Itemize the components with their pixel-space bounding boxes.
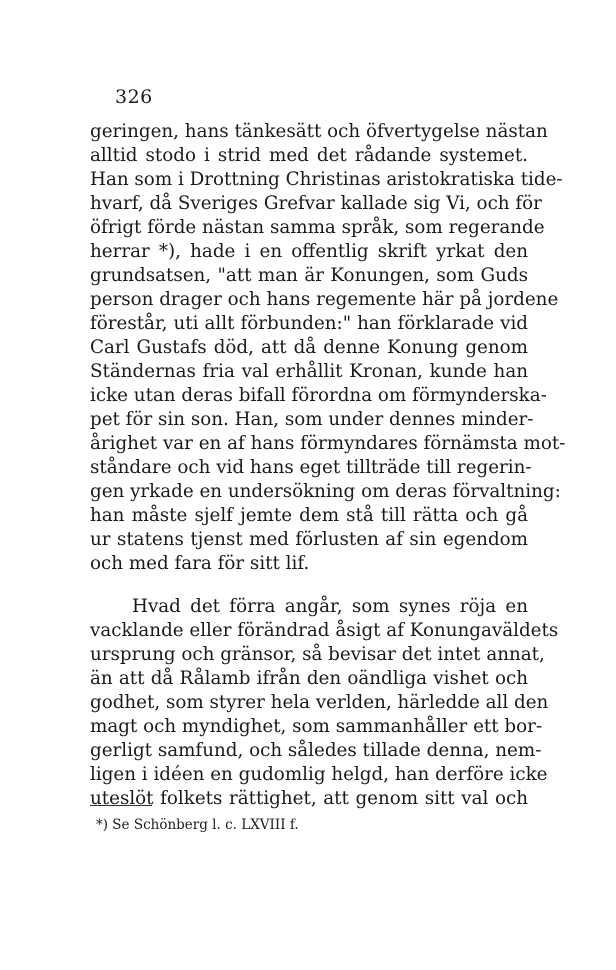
- text-line: han måste sjelf jemte dem stå till rätta och gå: [90, 505, 528, 526]
- text-line: vacklande eller förändrad åsigt af Konungaväldets: [90, 620, 559, 641]
- text-line: gerligt samfund, och således tillade denna, nem-: [90, 740, 542, 761]
- text-line: hvarf, då Sveriges Grefvar kallade sig Vi, och för: [90, 193, 542, 214]
- text-line: pet för sin son. Han, som under dennes minder-: [90, 409, 534, 430]
- text-line: ursprung och gränsor, så bevisar det intet annat,: [90, 644, 545, 665]
- text-line: Hvad det förra angår, som synes röja en: [132, 596, 528, 617]
- text-line: ur statens tjenst med förlusten af sin egendom: [90, 529, 528, 550]
- text-line: öfrigt förde nästan samma språk, som regerande: [90, 217, 545, 238]
- footnote: *) Se Schönberg l. c. LXVIII f.: [96, 817, 299, 833]
- text-line: gen yrkade en undersökning om deras förvaltning:: [90, 481, 561, 502]
- text-line: Han som i Drottning Christinas aristokratiska tide-: [90, 169, 563, 190]
- text-line: grundsatsen, "att man är Konungen, som Guds: [90, 265, 528, 286]
- text-line: förestår, uti allt förbunden:" han förklarade vid: [90, 313, 528, 334]
- text-line: än att då Rålamb ifrån den oändliga vishet och: [90, 668, 528, 689]
- text-line: magt och myndighet, som sammanhåller ett bor-: [90, 716, 543, 737]
- text-line: Carl Gustafs död, att då denne Konung genom: [90, 337, 528, 358]
- paragraph-2: [90, 595, 559, 811]
- text-line: årighet var en af hans förmyndares förnämsta mot-: [90, 433, 566, 454]
- text-line: ligen i idéen en gudomlig helgd, han derföre icke: [90, 764, 548, 785]
- text-line: alltid stodo i strid med det rådande systemet.: [90, 145, 528, 166]
- text-line: godhet, som styrer hela verlden, härledde all den: [90, 692, 549, 713]
- text-line: person drager och hans regemente här på jordene: [90, 289, 559, 310]
- text-line: geringen, hans tänkesätt och öfvertygelse nästan: [90, 121, 548, 142]
- text-line: och med fara för sitt lif.: [90, 553, 310, 574]
- text-line: icke utan deras bifall förordna om förmynderska-: [90, 385, 547, 406]
- paragraph-1: [90, 120, 566, 576]
- text-line: herrar *), hade i en offentlig skrift yrkat den: [90, 241, 528, 262]
- page-number: 326: [115, 86, 153, 108]
- text-line: uteslöt folkets rättighet, att genom sitt val och: [90, 788, 528, 809]
- text-line: ståndare och vid hans eget tillträde till regerin-: [90, 457, 532, 478]
- footnote-divider: [90, 805, 152, 806]
- text-line: Ständernas fria val erhållit Kronan, kunde han: [90, 361, 528, 382]
